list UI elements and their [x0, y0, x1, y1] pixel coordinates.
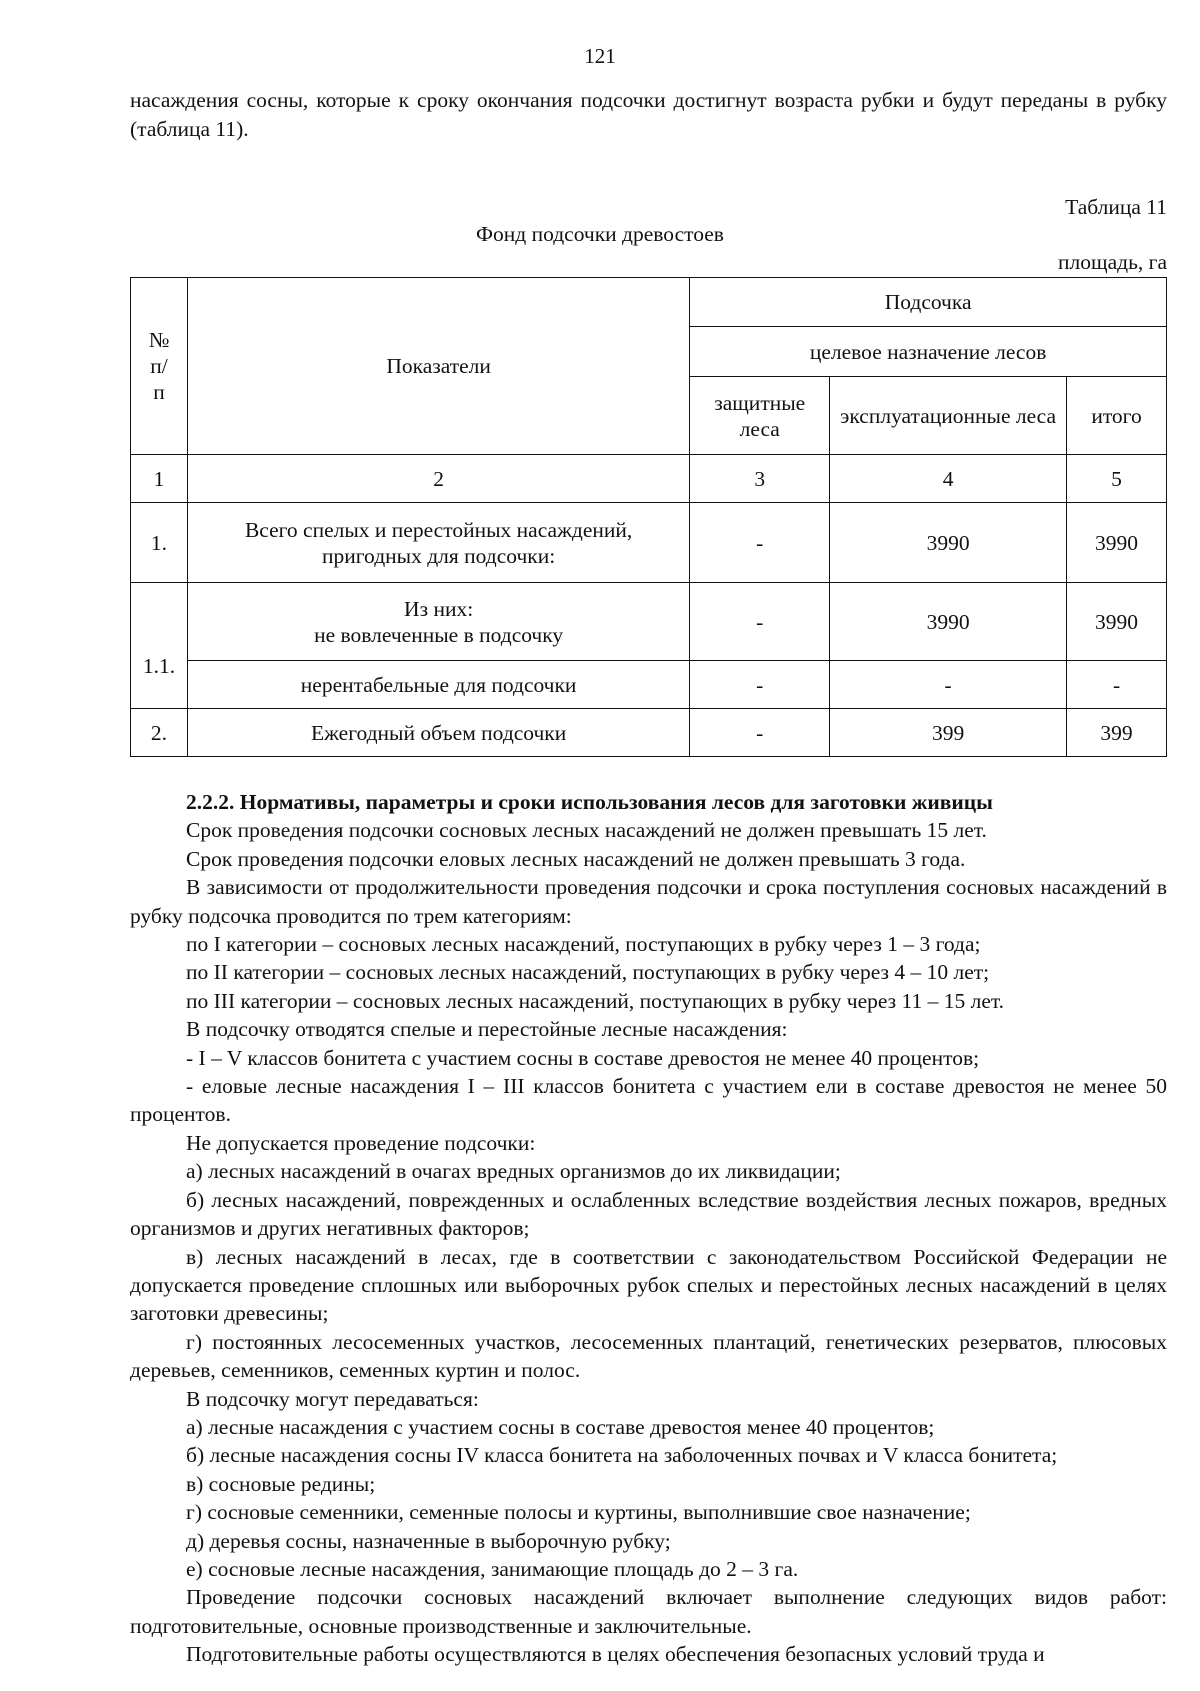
col-number: 1: [131, 455, 188, 503]
row-name: [187, 583, 689, 661]
table-row: [131, 709, 1167, 757]
page-number: 121: [584, 44, 616, 68]
section-heading: 2.2.2. Нормативы, параметры и сроки использования лесов для заготовки живицы: [186, 790, 993, 814]
row-num: 2.: [131, 709, 188, 757]
row-total: -: [1067, 661, 1167, 709]
row-total: 399: [1067, 709, 1167, 757]
row-num: 1.: [131, 503, 188, 583]
col-number: 5: [1067, 455, 1167, 503]
row-exploitation: 399: [830, 709, 1067, 757]
paragraph: а) лесных насаждений в очагах вредных организмов до их ликвидации;: [186, 1159, 841, 1184]
header-indicator: Показатели: [187, 278, 689, 455]
table-row: [131, 583, 1167, 661]
paragraph: - I – V классов бонитета с участием сосны в составе древостоя не менее 40 процентов;: [186, 1045, 980, 1070]
column-numbers-row: [131, 455, 1167, 503]
row-name: Всего спелых и перестойных насаждений, пригодных для подсочки:: [187, 503, 689, 583]
paragraph: е) сосновые лесные насаждения, занимающие площадь до 2 – 3 га.: [186, 1556, 799, 1581]
col-number: 2: [187, 455, 689, 503]
header-num: № п/п: [131, 278, 188, 455]
paragraph: б) лесные насаждения сосны IV класса бонитета на заболоченных почвах и V класса бонитета;: [186, 1443, 1058, 1468]
tapping-fund-table: [130, 277, 1167, 757]
row-exploitation: -: [830, 661, 1067, 709]
row-protective: -: [690, 709, 830, 757]
paragraph: г) постоянных лесосеменных участков, лесосеменных плантаций, генетических резерватов, плюсовых деревьев, семенников, семенных куртин и полос.: [130, 1329, 1167, 1383]
table-label: Таблица 11: [1065, 195, 1167, 219]
table-unit: площадь, га: [1058, 250, 1167, 274]
row-protective: -: [690, 503, 830, 583]
col-number: 3: [690, 455, 830, 503]
row-num: 1.1.: [131, 583, 188, 709]
table-title: Фонд подсочки древостоев: [476, 222, 724, 246]
table-row: [131, 661, 1167, 709]
row-name: Ежегодный объем подсочки: [187, 709, 689, 757]
section-body: [130, 788, 1167, 1669]
row-name-line: Из них:: [404, 596, 474, 621]
paragraph: В подсочку отводятся спелые и перестойные лесные насаждения:: [186, 1017, 788, 1042]
col-number: 4: [830, 455, 1067, 503]
table-row: [131, 503, 1167, 583]
row-protective: -: [690, 583, 830, 661]
paragraph: В подсочку могут передаваться:: [186, 1386, 479, 1411]
header-tapping: Подсочка: [690, 278, 1167, 327]
row-protective: -: [690, 661, 830, 709]
row-name: нерентабельные для подсочки: [187, 661, 689, 709]
row-exploitation: 3990: [830, 583, 1067, 661]
paragraph: Срок проведения подсочки сосновых лесных насаждений не должен превышать 15 лет.: [186, 818, 987, 843]
paragraph: по III категории – сосновых лесных насаждений, поступающих в рубку через 11 – 15 лет.: [186, 988, 1005, 1013]
header-protective: защитные леса: [690, 377, 830, 455]
paragraph: Срок проведения подсочки еловых лесных насаждений не должен превышать 3 года.: [186, 846, 966, 871]
paragraph: по I категории – сосновых лесных насаждений, поступающих в рубку через 1 – 3 года;: [186, 932, 981, 957]
paragraph: б) лесных насаждений, поврежденных и ослабленных вследствие воздействия лесных пожаров, вредных организмов и других негативных факторов;: [130, 1187, 1167, 1241]
paragraph: в) лесных насаждений в лесах, где в соответствии с законодательством Российской Федерации не допускается проведение сплошных или выборочных рубок спелых и перестойных лесных насаждений в целях заготовки древесины;: [130, 1244, 1167, 1326]
row-exploitation: 3990: [830, 503, 1067, 583]
paragraph: Не допускается проведение подсочки:: [186, 1130, 536, 1155]
paragraph: в) сосновые редины;: [186, 1471, 376, 1496]
intro-paragraph: насаждения сосны, которые к сроку окончания подсочки достигнут возраста рубки и будут переданы в рубку (таблица 11).: [130, 88, 1167, 141]
paragraph: Проведение подсочки сосновых насаждений включает выполнение следующих видов работ: подготовительные, основные производственные и заключительные.: [130, 1585, 1167, 1638]
row-total: 3990: [1067, 583, 1167, 661]
paragraph: Подготовительные работы осуществляются в целях обеспечения безопасных условий труда и: [186, 1642, 1045, 1667]
row-name-line: не вовлеченные в подсочку: [314, 622, 564, 647]
paragraph: по II категории – сосновых лесных насаждений, поступающих в рубку через 4 – 10 лет;: [186, 960, 990, 985]
paragraph: - еловые лесные насаждения I – III классов бонитета с участием ели в составе древостоя не менее 50 процентов.: [130, 1074, 1167, 1127]
header-total: итого: [1067, 377, 1167, 455]
header-purpose: целевое назначение лесов: [690, 327, 1167, 377]
row-total: 3990: [1067, 503, 1167, 583]
paragraph: а) лесные насаждения с участием сосны в составе древостоя менее 40 процентов;: [186, 1414, 935, 1439]
paragraph: В зависимости от продолжительности проведения подсочки и срока поступления сосновых насаждений в рубку подсочка проводится по трем категориям:: [130, 875, 1167, 928]
paragraph: г) сосновые семенники, семенные полосы и куртины, выполнившие свое назначение;: [186, 1500, 971, 1525]
header-exploitation: эксплуатационные леса: [830, 377, 1067, 455]
paragraph: д) деревья сосны, назначенные в выборочную рубку;: [186, 1528, 671, 1553]
